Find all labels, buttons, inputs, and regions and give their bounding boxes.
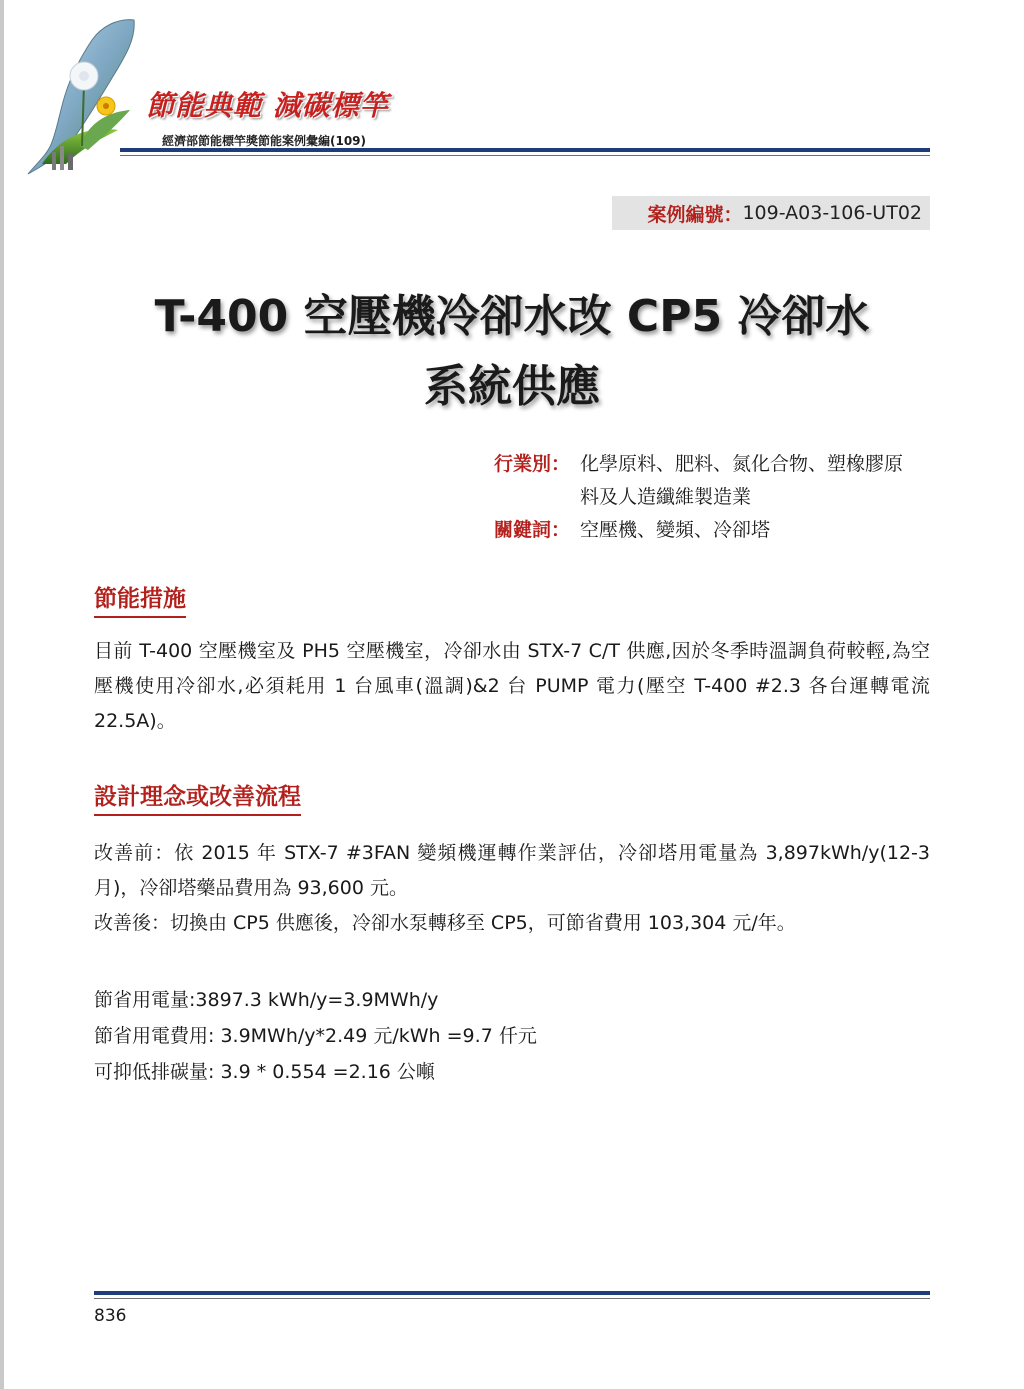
cost-saved-line: 節省用電費用: 3.9MWh/y*2.49 元/kWh =9.7 仟元 bbox=[94, 1025, 537, 1047]
savings-calculation bbox=[94, 982, 537, 1090]
page-title-line-2: 系統供應 bbox=[424, 361, 600, 412]
page-edge bbox=[0, 0, 4, 1389]
footer-rule bbox=[94, 1291, 930, 1295]
keywords-value: 空壓機、變頻、冷卻塔 bbox=[580, 519, 771, 541]
brand-title: 節能典範 減碳標竿 bbox=[146, 89, 389, 122]
industry-label: 行業別： bbox=[494, 453, 571, 475]
carbon-reduction-line: 可抑低排碳量: 3.9 * 0.554 =2.16 公噸 bbox=[94, 1061, 435, 1083]
measures-paragraph: 目前 T-400 空壓機室及 PH5 空壓機室，冷卻水由 STX-7 C/T 供應,因於冬季時溫調負荷較輕,為空壓機使用冷卻水,必須耗用 1 台風車(溫調)&2 台 PUMP 電力(壓空 T-400 #2.3 各台運轉電流 22.5A)。 bbox=[94, 640, 930, 732]
brand-subtitle: 經濟部節能標竿獎節能案例彙編(109) bbox=[162, 134, 367, 148]
case-number-box bbox=[612, 196, 930, 230]
section-heading-measures: 節能措施 bbox=[94, 580, 186, 618]
electricity-saved-line: 節省用電量:3897.3 kWh/y=3.9MWh/y bbox=[94, 989, 439, 1011]
page-title-line-1: T-400 空壓機冷卻水改 CP5 冷卻水 bbox=[154, 291, 870, 342]
after-improvement-paragraph: 改善後：切換由 CP5 供應後，冷卻水泵轉移至 CP5，可節省費用 103,304 元/年。 bbox=[94, 912, 796, 934]
case-meta bbox=[494, 448, 920, 547]
keywords-label: 關鍵詞： bbox=[494, 519, 571, 541]
case-number-value: 109-A03-106-UT02 bbox=[742, 202, 922, 224]
page-number: 836 bbox=[94, 1306, 127, 1326]
industry-value: 化學原料、肥料、氮化合物、塑橡膠原料及人造纖維製造業 bbox=[580, 453, 904, 508]
case-number-label: 案例編號： bbox=[647, 203, 743, 226]
footer-rule-thin bbox=[94, 1298, 930, 1299]
industry-row bbox=[494, 448, 920, 514]
before-improvement-paragraph: 改善前：依 2015 年 STX-7 #3FAN 變頻機運轉作業評估，冷卻塔用電量為 3,897kWh/y(12-3 月)，冷卻塔藥品費用為 93,600 元。 bbox=[94, 842, 930, 899]
keywords-row bbox=[494, 514, 920, 547]
header-rule bbox=[120, 148, 930, 152]
header-rule-thin bbox=[120, 155, 930, 156]
section-heading-design: 設計理念或改善流程 bbox=[94, 778, 301, 816]
